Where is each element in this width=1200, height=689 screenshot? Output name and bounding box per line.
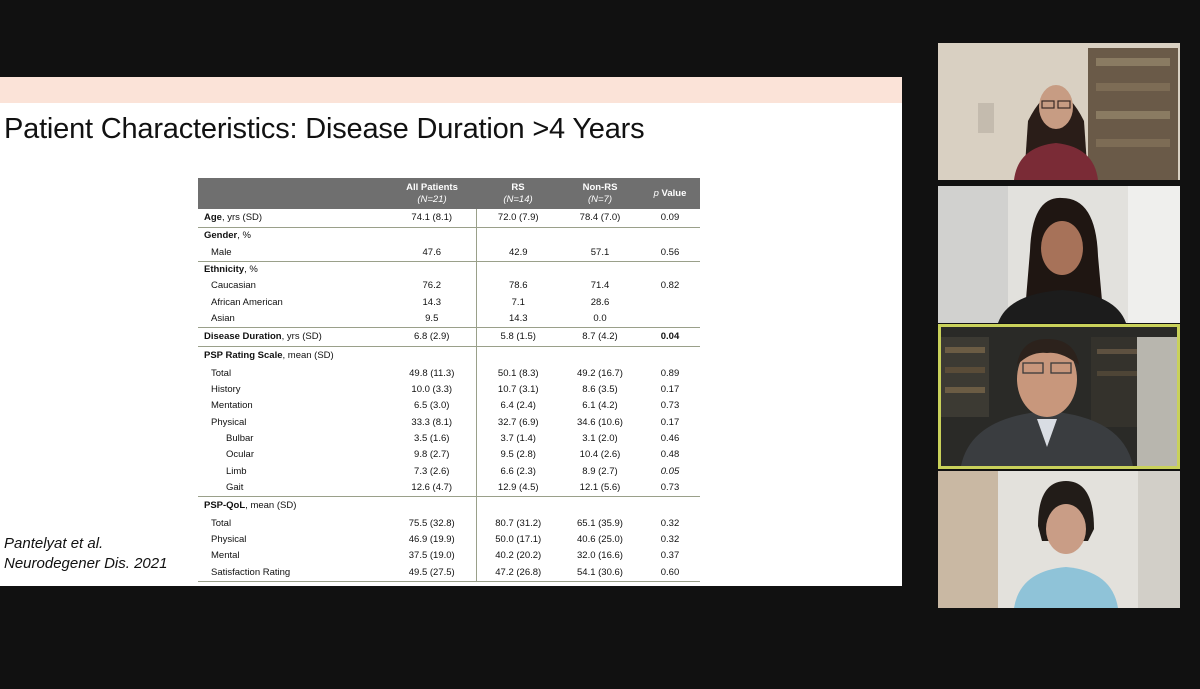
table-row: Limb 7.3 (2.6) 6.6 (2.3) 8.9 (2.7) 0.05 [198, 464, 700, 480]
table-header-row [198, 178, 700, 209]
table-row: Ocular 9.8 (2.7) 9.5 (2.8) 10.4 (2.6) 0.48 [198, 447, 700, 463]
citation: Pantelyat et al. Neurodegener Dis. 2021 [4, 535, 168, 572]
table-row: Gait 12.6 (4.7) 12.9 (4.5) 12.1 (5.6) 0.73 [198, 480, 700, 497]
participant-2-video [938, 186, 1180, 323]
video-tile-participant-4[interactable] [938, 471, 1180, 608]
table-row: Satisfaction Rating 49.5 (27.5) 47.2 (26.8) 54.1 (30.6) 0.60 [198, 565, 700, 582]
table-row: Male 47.6 42.9 57.1 0.56 [198, 244, 700, 261]
header-p-value: p Value [640, 178, 700, 209]
table-row: Total 75.5 (32.8) 80.7 (31.2) 65.1 (35.9) 0.32 [198, 515, 700, 531]
participant-1-video [938, 43, 1180, 180]
header-all-patients: All Patients (N=21) [388, 178, 476, 209]
table-row: Ethnicity, % [198, 261, 700, 278]
table-row: Physical 46.9 (19.9) 50.0 (17.1) 40.6 (25.0) 0.32 [198, 532, 700, 548]
participant-4-video [938, 471, 1180, 608]
table-row: Total 49.8 (11.3) 50.1 (8.3) 49.2 (16.7) 0.89 [198, 365, 700, 381]
shared-slide [0, 77, 902, 586]
table-row: African American 14.3 7.1 28.6 [198, 295, 700, 311]
table-row: Age, yrs (SD) 74.1 (8.1) 72.0 (7.9) 78.4 (7.0) 0.09 [198, 209, 700, 228]
video-tile-participant-2[interactable] [938, 186, 1180, 323]
header-non-rs: Non-RS (N=7) [560, 178, 640, 209]
table-row: Mentation 6.5 (3.0) 6.4 (2.4) 6.1 (4.2) 0.73 [198, 398, 700, 414]
video-tile-participant-3[interactable] [938, 324, 1180, 469]
table-row: PSP-QoL, mean (SD) [198, 497, 700, 516]
table-row: Gender, % [198, 228, 700, 245]
table-row: Physical 33.3 (8.1) 32.7 (6.9) 34.6 (10.6) 0.17 [198, 415, 700, 431]
table-row: Mental 37.5 (19.0) 40.2 (20.2) 32.0 (16.6) 0.37 [198, 548, 700, 564]
patient-characteristics-table [198, 178, 700, 582]
slide-header-band [0, 77, 902, 103]
video-tile-participant-1[interactable] [938, 43, 1180, 180]
slide-title: Patient Characteristics: Disease Duration >4 Years [4, 113, 645, 145]
header-rs: RS (N=14) [476, 178, 560, 209]
table-row: Asian 9.5 14.3 0.0 [198, 311, 700, 328]
table-row: History 10.0 (3.3) 10.7 (3.1) 8.6 (3.5) 0.17 [198, 382, 700, 398]
table-row: Caucasian 76.2 78.6 71.4 0.82 [198, 278, 700, 294]
table-row: Disease Duration, yrs (SD) 6.8 (2.9) 5.8 (1.5) 8.7 (4.2) 0.04 [198, 328, 700, 347]
participant-3-video [941, 327, 1177, 466]
table-row: Bulbar 3.5 (1.6) 3.7 (1.4) 3.1 (2.0) 0.46 [198, 431, 700, 447]
header-blank [198, 178, 388, 209]
table-row: PSP Rating Scale, mean (SD) [198, 347, 700, 366]
